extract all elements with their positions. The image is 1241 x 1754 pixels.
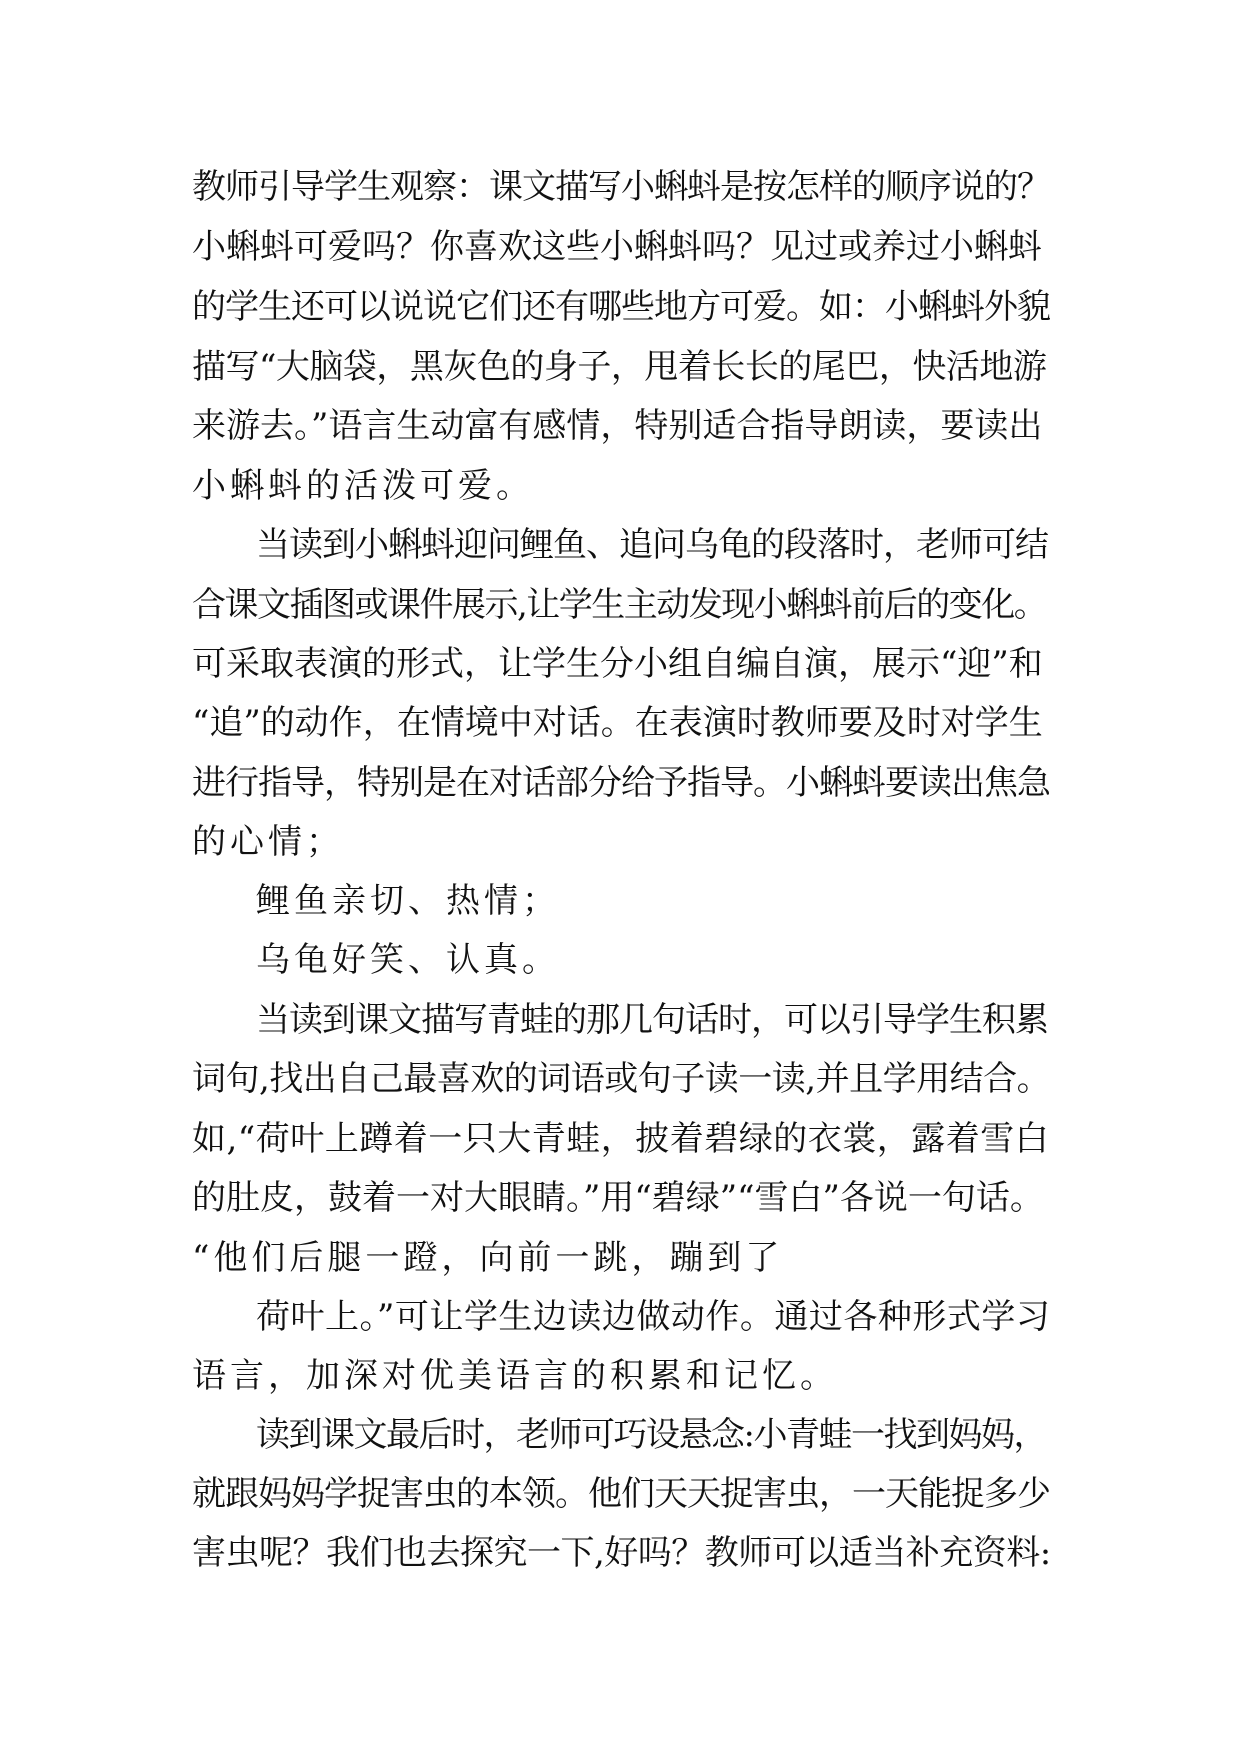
text-line: 当读到课文描写青蛙的那几句话时，可以引导学生积累 — [256, 1000, 1048, 1040]
text-line: 可采取表演的形式，让学生分小组自编自演，展示“迎”和 — [192, 644, 1043, 684]
text-line: 读到课文最后时，老师可巧设悬念:小青蛙一找到妈妈， — [256, 1415, 1046, 1455]
text-line: 教师引导学生观察：课文描写小蝌蚪是按怎样的顺序说的？ — [192, 167, 1050, 207]
text-line: 小蝌蚪可爱吗？你喜欢这些小蝌蚪吗？见过或养过小蝌蚪 — [192, 227, 1042, 267]
text-line: 的学生还可以说说它们还有哪些地方可爱。如：小蝌蚪外貌 — [192, 287, 1050, 327]
text-line: 荷叶上。”可让学生边读边做动作。通过各种形式学习 — [256, 1297, 1051, 1337]
text-line: 鲤鱼亲切、热情； — [256, 881, 560, 921]
text-line: 来游去。”语言生动富有感情，特别适合指导朗读，要读出 — [192, 406, 1043, 446]
text-line: 乌龟好笑、认真。 — [256, 940, 560, 980]
text-line: “他们后腿一蹬，向前一跳，蹦到了 — [192, 1238, 784, 1278]
text-line: “追”的动作，在情境中对话。在表演时教师要及时对学生 — [192, 703, 1043, 743]
text-line: 词句,找出自己最喜欢的词语或句子读一读,并且学用结合。 — [192, 1059, 1051, 1099]
text-line: 当读到小蝌蚪迎问鲤鱼、追问乌龟的段落时，老师可结 — [256, 525, 1048, 565]
text-line: 如,“荷叶上蹲着一只大青蛙，披着碧绿的衣裳，露着雪白 — [192, 1119, 1050, 1159]
text-line: 害虫呢？我们也去探究一下,好吗？教师可以适当补充资料: — [192, 1533, 1051, 1573]
text-line: 合课文插图或课件展示,让学生主动发现小蝌蚪前后的变化。 — [192, 585, 1047, 625]
text-line: 描写“大脑袋，黑灰色的身子，甩着长长的尾巴，快活地游 — [192, 347, 1047, 387]
text-line: 就跟妈妈学捉害虫的本领。他们天天捉害虫，一天能捉多少 — [192, 1474, 1050, 1514]
text-line: 进行指导，特别是在对话部分给予指导。小蝌蚪要读出焦急 — [192, 763, 1050, 803]
text-line: 语言，加深对优美语言的积累和记忆。 — [192, 1356, 838, 1396]
text-line: 的肚皮，鼓着一对大眼睛。”用“碧绿”“雪白”各说一句话。 — [192, 1178, 1044, 1218]
text-line: 小蝌蚪的活泼可爱。 — [192, 466, 534, 506]
text-line: 的心情； — [192, 822, 344, 862]
